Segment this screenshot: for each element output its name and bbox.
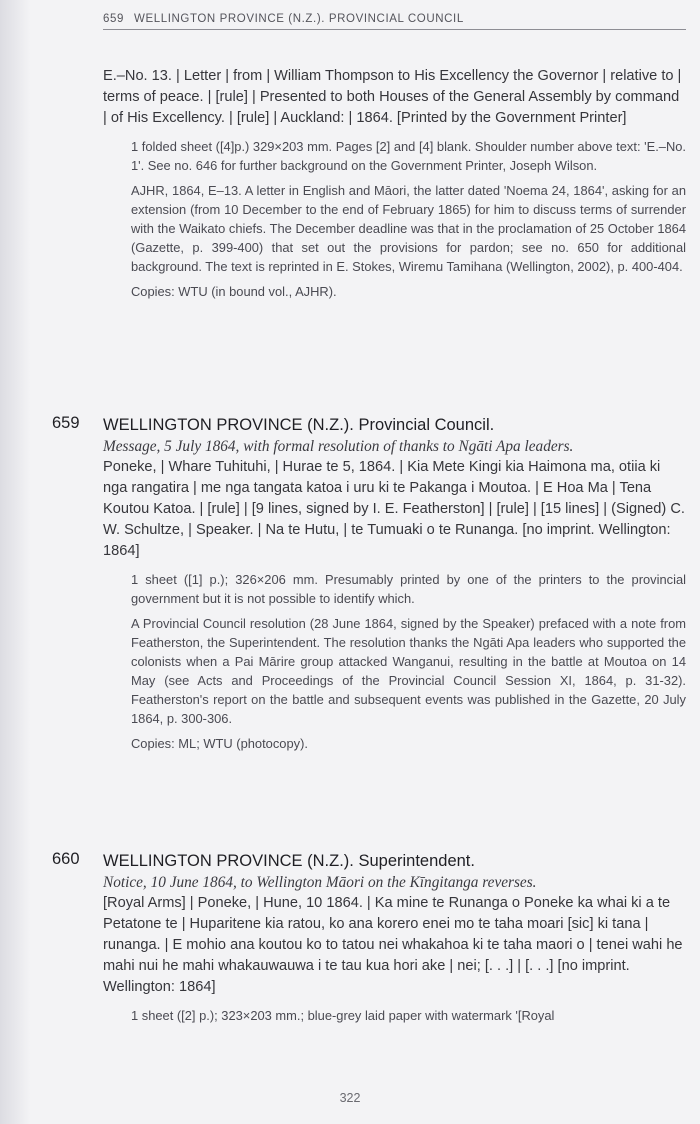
entry-659 [103, 414, 686, 759]
entry-660-note-1: 1 sheet ([2] p.); 323×203 mm.; blue-grey laid paper with watermark '[Royal [131, 1008, 555, 1023]
entry-660-subtitle: Notice, 10 June 1864, to Wellington Māori on the Kīngitanga reverses. [103, 874, 537, 891]
entry-660-text: [Royal Arms] | Poneke, | Hune, 10 1864. | Ka mine te Runanga o Poneke ka whai ki a te Petatone te | Huparitene kia ratou, ko ana korero enei mo te taha moari [sic] ki tana | runanga. | E mohio ana koutou ko to tatou nei whakahoa ki te taha maori o | tenei wahi he mahi nui he mahi whakauwauwa i te tau kua hori ake | nei; [. . .] | [. . .] [no imprint. Wellington: 1864] [103, 895, 683, 995]
entry-660-notes [103, 1006, 686, 1025]
header-running-title: WELLINGTON PROVINCE (N.Z.). PROVINCIAL COUNCIL [134, 13, 464, 25]
prev-entry-text: E.–No. 13. | Letter | from | William Thompson to His Excellency the Governor | relative to | terms of peace. | [rule] | Presented to both Houses of the General Assembly by command | of His Excellency. | [rule] | Auckland: | 1864. [Printed by the Government Printer] [103, 68, 682, 126]
prev-entry-notes [103, 137, 686, 301]
entry-659-number: 659 [52, 414, 80, 432]
entry-659-copies: Copies: ML; WTU (photocopy). [131, 736, 308, 751]
prev-entry-note-1: 1 folded sheet ([4]p.) 329×203 mm. Pages [2] and [4] blank. Shoulder number above text: 'E.–No. 1'. See no. 646 for further background on the Government Printer, Joseph Wilson. [131, 139, 686, 173]
page-gutter [0, 0, 30, 1124]
entry-659-note-1: 1 sheet ([1] p.); 326×206 mm. Presumably printed by one of the printers to the provincial government but it is not possible to identify which. [131, 572, 686, 606]
entry-659-text: Poneke, | Whare Tuhituhi, | Hurae te 5, 1864. | Kia Mete Kingi kia Haimona ma, otiia ki nga rangatira | me nga tangata katoa i uru ki te Pakanga i Moutoa. | E Hoa Ma | Tena Koutou Katoa. | [rule] | [9 lines, signed by I. E. Featherston] | [rule] | [15 lines] | (Signed) C. W. Schultze, | Speaker. | Na te Hutu, | te Tumuaki o te Runanga. [no imprint. Wellington: 1864] [103, 459, 685, 559]
entry-659-notes [103, 570, 686, 753]
entry-659-title: WELLINGTON PROVINCE (N.Z.). Provincial Council. [103, 416, 495, 434]
page-footer-number: 322 [339, 1091, 361, 1105]
entry-660-number: 660 [52, 850, 80, 868]
entry-660 [103, 850, 686, 1031]
running-header [103, 13, 686, 30]
prev-entry-note-2: AJHR, 1864, E–13. A letter in English and Māori, the latter dated 'Noema 24, 1864', asking for an extension (from 10 December to the end of February 1865) for him to discuss terms of surrender with the Waikato chiefs. The December deadline was that in the proclamation of 25 October 1864 (Gazette, p. 399-400) that set out the provisions for pardon; see no. 650 for additional background. The text is reprinted in E. Stokes, Wiremu Tamihana (Wellington, 2002), p. 400-404. [131, 183, 686, 274]
entry-659-subtitle: Message, 5 July 1864, with formal resolution of thanks to Ngāti Apa leaders. [103, 438, 574, 455]
prev-entry [103, 66, 686, 307]
prev-entry-copies: Copies: WTU (in bound vol., AJHR). [131, 284, 337, 299]
entry-660-title: WELLINGTON PROVINCE (N.Z.). Superintendent. [103, 852, 475, 870]
header-page-number: 659 [103, 13, 124, 25]
entry-659-note-2: A Provincial Council resolution (28 June 1864, signed by the Speaker) prefaced with a note from Featherston, the Superintendent. The resolution thanks the Ngāti Apa leaders who supported the colonists when a Pai Mārire group attacked Wanganui, resulting in the battle at Moutoa on 14 May (see Acts and Proceedings of the Provincial Council Session XI, 1864, p. 31-32). Featherston's report on the battle and subsequent events was published in the Gazette, 20 July 1864, p. 300-306. [131, 616, 686, 726]
